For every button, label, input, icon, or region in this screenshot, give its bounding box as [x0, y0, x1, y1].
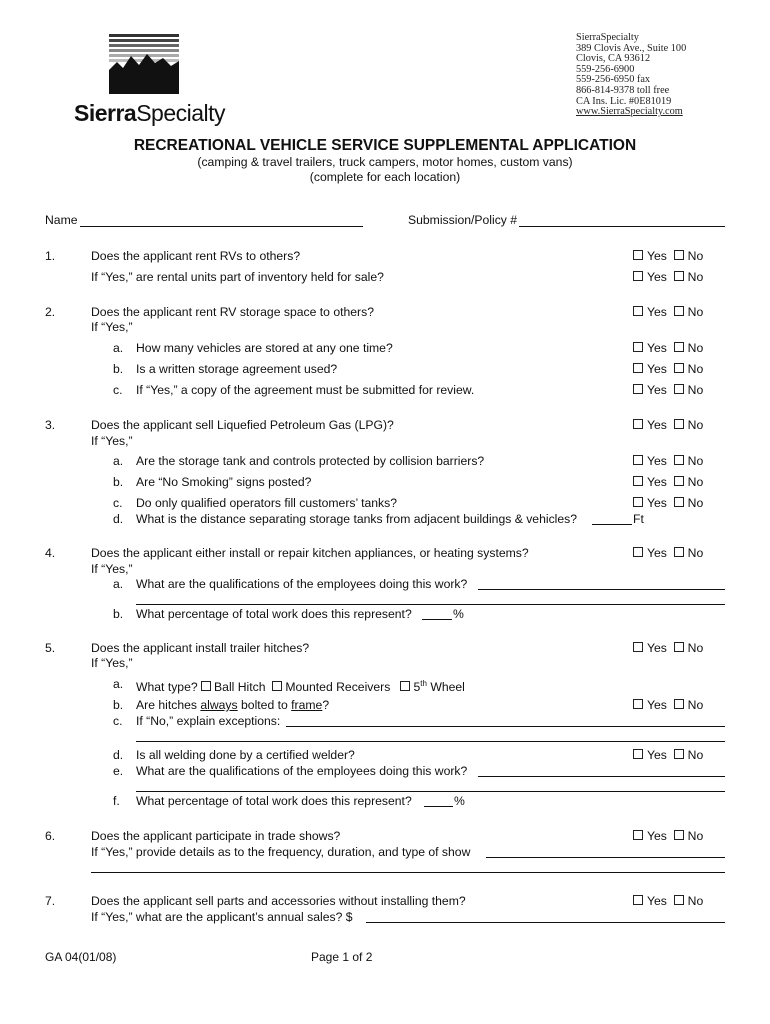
- subtitle: (camping & travel trailers, truck campers, motor homes, custom vans): [197, 155, 573, 169]
- qualifications-field[interactable]: [478, 589, 725, 590]
- percentage-field[interactable]: [422, 619, 452, 620]
- q2-number: 2.: [45, 305, 56, 319]
- yes-checkbox[interactable]: [633, 895, 643, 905]
- no-checkbox[interactable]: [674, 271, 684, 281]
- no-checkbox[interactable]: [674, 455, 684, 465]
- no-checkbox[interactable]: [674, 476, 684, 486]
- yes-checkbox[interactable]: [633, 306, 643, 316]
- q1-yes-no: Yes No: [633, 249, 703, 263]
- yes-checkbox[interactable]: [633, 250, 643, 260]
- yes-checkbox[interactable]: [633, 342, 643, 352]
- q4-text: Does the applicant either install or repair kitchen appliances, or heating systems?: [91, 546, 529, 560]
- q4-if-yes: If “Yes,”: [91, 562, 133, 576]
- no-checkbox[interactable]: [674, 642, 684, 652]
- no-checkbox[interactable]: [674, 306, 684, 316]
- welder-qualifications-field[interactable]: [478, 776, 725, 777]
- q5e-text: What are the qualifications of the employees doing this work?: [136, 764, 468, 778]
- subtitle-note: (complete for each location): [309, 170, 461, 184]
- yes-checkbox[interactable]: [633, 547, 643, 557]
- q7-text: Does the applicant sell parts and accessories without installing them?: [91, 894, 466, 908]
- q5d-yes-no: Yes No: [633, 748, 703, 762]
- percent-unit: %: [453, 607, 464, 621]
- q5-if-yes: If “Yes,”: [91, 656, 133, 670]
- q3-number: 3.: [45, 418, 56, 432]
- no-checkbox[interactable]: [674, 497, 684, 507]
- name-field[interactable]: [80, 226, 363, 227]
- yes-checkbox[interactable]: [633, 497, 643, 507]
- no-checkbox[interactable]: [674, 749, 684, 759]
- q2a-label: a.: [113, 341, 124, 355]
- q2b-label: b.: [113, 362, 124, 376]
- yes-checkbox[interactable]: [633, 830, 643, 840]
- yes-checkbox[interactable]: [633, 363, 643, 373]
- qualifications-field-line2[interactable]: [136, 604, 725, 605]
- q5c-label: c.: [113, 714, 123, 728]
- yes-checkbox[interactable]: [633, 476, 643, 486]
- q6-number: 6.: [45, 829, 56, 843]
- no-checkbox[interactable]: [674, 363, 684, 373]
- address-line: 389 Clovis Ave., Suite 100: [576, 42, 687, 54]
- logo-mountain-icon: [109, 34, 179, 94]
- q5-yes-no: Yes No: [633, 641, 703, 655]
- q3a-label: a.: [113, 454, 124, 468]
- page-title: RECREATIONAL VEHICLE SERVICE SUPPLEMENTAL APPLICATION: [133, 137, 637, 154]
- yes-checkbox[interactable]: [633, 699, 643, 709]
- q2c-label: c.: [113, 383, 123, 397]
- q2b-text: Is a written storage agreement used?: [136, 362, 338, 376]
- welding-percentage-field[interactable]: [424, 806, 453, 807]
- mounted-receivers-checkbox[interactable]: [272, 681, 282, 691]
- distance-field[interactable]: [592, 524, 632, 525]
- company-logo-text: SierraSpecialty: [74, 100, 226, 126]
- no-checkbox[interactable]: [674, 547, 684, 557]
- q5b-label: b.: [113, 698, 124, 712]
- no-checkbox[interactable]: [674, 342, 684, 352]
- percent-unit: %: [454, 794, 465, 808]
- q3d-text: What is the distance separating storage tanks from adjacent buildings & vehicles?: [136, 512, 578, 526]
- q5b-text: Are hitches always bolted to frame?: [136, 698, 330, 712]
- q5e-label: e.: [113, 764, 124, 778]
- ball-hitch-checkbox[interactable]: [201, 681, 211, 691]
- feet-unit: Ft: [633, 512, 644, 526]
- company-address: [576, 33, 686, 118]
- q4-number: 4.: [45, 546, 56, 560]
- q2c-text: If “Yes,” a copy of the agreement must be submitted for review.: [136, 383, 475, 397]
- q2a-yes-no: Yes No: [633, 341, 703, 355]
- q2b-yes-no: Yes No: [633, 362, 703, 376]
- no-checkbox[interactable]: [674, 419, 684, 429]
- q1-followup: If “Yes,” are rental units part of inventory held for sale?: [91, 270, 384, 284]
- no-checkbox[interactable]: [674, 895, 684, 905]
- q5b-yes-no: Yes No: [633, 698, 703, 712]
- no-checkbox[interactable]: [674, 699, 684, 709]
- q7-yes-no: Yes No: [633, 894, 703, 908]
- q2-yes-no: Yes No: [633, 305, 703, 319]
- q5a-text: What type? Ball Hitch Mounted Receivers 5th Wheel: [136, 679, 465, 695]
- q5c-text: If “No,” explain exceptions:: [136, 714, 281, 728]
- q3b-label: b.: [113, 475, 124, 489]
- no-checkbox[interactable]: [674, 830, 684, 840]
- q4b-text: What percentage of total work does this represent?: [136, 607, 412, 621]
- q2c-yes-no: Yes No: [633, 383, 703, 397]
- yes-checkbox[interactable]: [633, 271, 643, 281]
- page-number: Page 1 of 2: [311, 950, 373, 964]
- policy-label: Submission/Policy #: [408, 213, 518, 227]
- q5-number: 5.: [45, 641, 56, 655]
- q5f-text: What percentage of total work does this represent?: [136, 794, 412, 808]
- q4a-text: What are the qualifications of the employees doing this work?: [136, 577, 468, 591]
- q3d-label: d.: [113, 512, 124, 526]
- q1-number: 1.: [45, 249, 56, 263]
- no-checkbox[interactable]: [674, 384, 684, 394]
- q3c-label: c.: [113, 496, 123, 510]
- q7-number: 7.: [45, 894, 56, 908]
- q4-yes-no: Yes No: [633, 546, 703, 560]
- annual-sales-field[interactable]: [366, 922, 725, 923]
- q4a-label: a.: [113, 577, 124, 591]
- q6-yes-no: Yes No: [633, 829, 703, 843]
- welder-qualifications-field-line2[interactable]: [136, 791, 725, 792]
- fifth-wheel-checkbox[interactable]: [400, 681, 410, 691]
- exceptions-field-line2[interactable]: [136, 741, 725, 742]
- q5d-text: Is all welding done by a certified welder?: [136, 748, 355, 762]
- yes-checkbox[interactable]: [633, 384, 643, 394]
- q3a-text: Are the storage tank and controls protected by collision barriers?: [136, 454, 485, 468]
- q5a-label: a.: [113, 677, 124, 691]
- address-line: Clovis, CA 93612: [576, 53, 651, 65]
- q5-text: Does the applicant install trailer hitches?: [91, 641, 310, 655]
- address-line: CA Ins. Lic. #0E81019: [576, 95, 672, 107]
- q5d-label: d.: [113, 748, 124, 762]
- q3-yes-no: Yes No: [633, 418, 703, 432]
- q3-if-yes: If “Yes,”: [91, 434, 133, 448]
- q2a-text: How many vehicles are stored at any one time?: [136, 341, 393, 355]
- q1-followup-yes-no: Yes No: [633, 270, 703, 284]
- q3-text: Does the applicant sell Liquefied Petroleum Gas (LPG)?: [91, 418, 394, 432]
- address-line: 559-256-6950 fax: [576, 74, 651, 86]
- yes-checkbox[interactable]: [633, 749, 643, 759]
- company-website-link[interactable]: www.SierraSpecialty.com: [576, 106, 683, 118]
- q3a-yes-no: Yes No: [633, 454, 703, 468]
- yes-checkbox[interactable]: [633, 455, 643, 465]
- name-label: Name: [45, 213, 78, 227]
- q2-if-yes: If “Yes,”: [91, 320, 133, 334]
- q7-followup: If “Yes,” what are the applicant’s annual sales? $: [91, 910, 353, 924]
- policy-number-field[interactable]: [519, 226, 725, 227]
- address-line: 559-256-6900: [576, 63, 635, 75]
- no-checkbox[interactable]: [674, 250, 684, 260]
- q5f-label: f.: [113, 794, 120, 808]
- q1-text: Does the applicant rent RVs to others?: [91, 249, 301, 263]
- address-line: 866-814-9378 toll free: [576, 84, 670, 96]
- trade-show-details-field-line2[interactable]: [91, 872, 725, 873]
- exceptions-field[interactable]: [286, 726, 725, 727]
- q3b-yes-no: Yes No: [633, 475, 703, 489]
- q3c-text: Do only qualified operators fill customers’ tanks?: [136, 496, 398, 510]
- q6-followup: If “Yes,” provide details as to the frequency, duration, and type of show: [91, 845, 471, 859]
- yes-checkbox[interactable]: [633, 642, 643, 652]
- q4b-label: b.: [113, 607, 124, 621]
- trade-show-details-field[interactable]: [486, 857, 725, 858]
- yes-checkbox[interactable]: [633, 419, 643, 429]
- q6-text: Does the applicant participate in trade shows?: [91, 829, 341, 843]
- q3b-text: Are “No Smoking” signs posted?: [136, 475, 312, 489]
- address-line: SierraSpecialty: [576, 32, 639, 43]
- q3c-yes-no: Yes No: [633, 496, 703, 510]
- q2-text: Does the applicant rent RV storage space to others?: [91, 305, 374, 319]
- form-id: GA 04(01/08): [45, 950, 117, 964]
